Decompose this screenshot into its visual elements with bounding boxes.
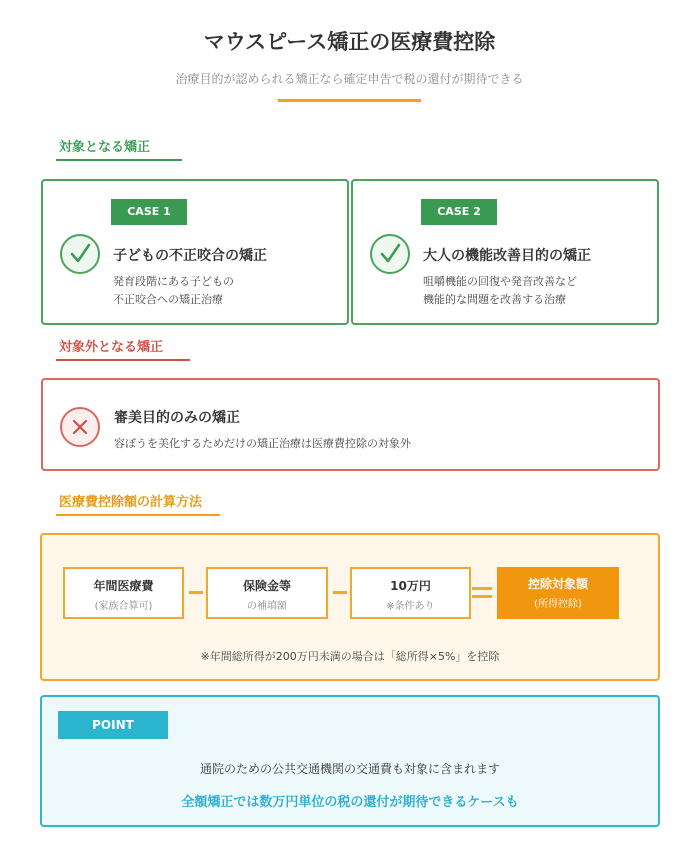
page-title: マウスピース矯正の医療費控除 (203, 30, 496, 54)
case-description-line: 咀嚼機能の回復や発音改善など (423, 275, 577, 288)
case-description-line: 機能的な問題を改善する治療 (423, 293, 566, 306)
excluded-heading-underline (56, 359, 190, 361)
point-tag: POINT (58, 711, 168, 739)
calc-box-main: 10万円 (390, 579, 431, 593)
case-description-line: 発育段階にある子どもの (113, 275, 234, 288)
minus-icon (189, 591, 203, 594)
case-title: 子どもの不正咬合の矯正 (113, 248, 267, 264)
calc-result-sub: (所得控除) (534, 599, 582, 610)
calculation-card (40, 533, 660, 681)
case-card-1 (41, 179, 349, 325)
calc-box-sub: の補填額 (247, 601, 287, 612)
calculation-note: ※年間総所得が200万円未満の場合は「総所得×5%」を控除 (200, 650, 500, 663)
case-card-2 (351, 179, 659, 325)
page-subtitle: 治療目的が認められる矯正なら確定申告で税の還付が期待できる (175, 72, 524, 86)
calc-box-insurance (206, 567, 328, 619)
covered-heading: 対象となる矯正 (59, 140, 151, 155)
calc-result-box (497, 567, 619, 619)
calc-result-main: 控除対象額 (527, 577, 588, 591)
equals-icon (472, 587, 492, 598)
calc-box-annual-medical (63, 567, 184, 619)
calc-box-threshold (350, 567, 471, 619)
check-icon (60, 234, 100, 274)
case-tag: CASE 2 (421, 199, 497, 225)
point-highlight-text: 全額矯正では数万円単位の税の還付が期待できるケースも (181, 795, 519, 810)
covered-heading-underline (56, 159, 182, 161)
case-description (423, 273, 577, 309)
point-card (40, 695, 660, 827)
title-underline (278, 99, 421, 102)
calc-box-main: 保険金等 (242, 579, 291, 593)
calc-box-main: 年間医療費 (93, 579, 154, 593)
case-description (113, 273, 234, 309)
minus-icon (333, 591, 347, 594)
excluded-heading: 対象外となる矯正 (59, 340, 164, 355)
excluded-card (41, 378, 660, 471)
check-icon (370, 234, 410, 274)
case-title: 大人の機能改善目的の矯正 (423, 248, 591, 264)
excluded-title: 審美目的のみの矯正 (114, 410, 240, 426)
excluded-description: 容ぼうを美化するためだけの矯正治療は医療費控除の対象外 (114, 437, 411, 450)
calc-box-sub: (家族合算可) (94, 601, 153, 612)
case-tag: CASE 1 (111, 199, 187, 225)
case-description-line: 不正咬合への矯正治療 (113, 293, 223, 306)
point-text: 通院のための公共交通機関の交通費も対象に含まれます (199, 762, 500, 776)
cross-icon (60, 407, 100, 447)
calc-box-sub: ※条件あり (386, 601, 435, 612)
calculation-heading: 医療費控除額の計算方法 (59, 495, 203, 510)
calculation-heading-underline (56, 514, 220, 516)
